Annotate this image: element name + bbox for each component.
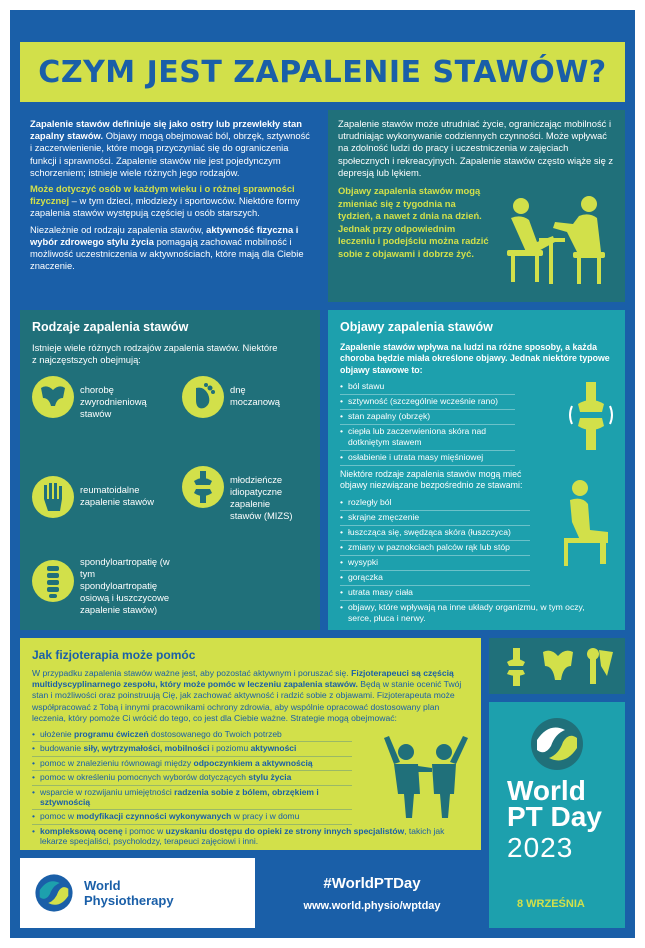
- list-item-text: budowanie: [40, 743, 84, 754]
- event-date: 8 WRZEŚNIA: [517, 898, 585, 910]
- list-item-bold: aktywności: [250, 743, 297, 754]
- list-item: • łuszcząca się, swędząca skóra (łuszczyca): [340, 526, 530, 541]
- list-item: • stan zapalny (obrzęk): [340, 410, 515, 425]
- joint-symptoms-list: [340, 380, 515, 466]
- hand-icon: [32, 476, 74, 518]
- hashtag: #WorldPTDay: [323, 874, 421, 892]
- list-item-bold: kompleksową ocenę: [40, 825, 123, 836]
- list-item-text: pomoc w określeniu pomocnych wyborów dotyczących: [40, 772, 249, 783]
- consultation-illustration-icon: [493, 192, 618, 292]
- spine-icon: [32, 560, 74, 602]
- list-item: • gorączka: [340, 571, 530, 586]
- knee-bone-icon: [497, 646, 535, 686]
- list-item: • utrata masy ciała: [340, 586, 530, 601]
- list-item-bold: modyfikacji czynności wykonywanych: [76, 811, 232, 822]
- list-item: • ból stawu: [340, 380, 515, 395]
- type-label: spondyloartropatię (w tym spondyloartropatię osiową i łuszczycowe zapalenie stawów): [80, 556, 170, 616]
- types-panel: [20, 310, 320, 630]
- symptoms-panel: [328, 310, 625, 630]
- other-symptoms-intro: Niektóre rodzaje zapalenia stawów mogą mieć objawy niezwiązane bezpośrednio ze stawami:: [340, 469, 523, 491]
- list-item-bold: siły, wytrzymałości, mobilności: [83, 743, 210, 754]
- event-world: World: [507, 775, 586, 806]
- list-item: • ciepła lub zaczerwieniona skóra nad dotkniętym stawem: [340, 425, 515, 451]
- list-item-bold: stylu życia: [248, 772, 292, 783]
- list-item-text: wsparcie w rozwijaniu umiejętności: [40, 786, 175, 797]
- poster: [10, 10, 635, 938]
- event-year: 2023: [507, 832, 574, 863]
- list-item-text: pomoc w: [40, 811, 77, 822]
- website-link[interactable]: www.world.physio/wptday: [303, 899, 441, 912]
- celebrating-people-icon: [380, 734, 472, 820]
- symptoms-heading: Objawy zapalenia stawów: [340, 320, 493, 334]
- list-item: • rozległy ból: [340, 496, 530, 511]
- org-line-2: Physiotherapy: [84, 893, 174, 908]
- type-item-rheumatoid: [32, 476, 172, 518]
- world-physiotherapy-logo: [20, 858, 255, 928]
- type-item-spondyloarthropathy: [32, 556, 174, 616]
- physio-bold: Fizjoterapeuci są częścią multidyscyplinarnego zespołu, który może pomóc w leczeniu zapalenia stawów.: [32, 668, 454, 690]
- list-item: • zmiany w paznokciach palców rąk lub stóp: [340, 541, 530, 556]
- pelvis-bone-icon: [539, 646, 577, 686]
- pelvis-icon: [32, 376, 74, 418]
- list-item: • objawy, które wpływają na inne układy organizmu, w tym oczy, serce, płuca i nerwy.: [340, 601, 600, 626]
- knee-pain-icon: [566, 382, 616, 452]
- other-symptoms-list: [340, 496, 585, 626]
- list-item-text: , takich jak lekarze specjaliści, psycholodzy, terapeuci zajęciowi i inni.: [40, 825, 445, 847]
- intro-age-rest: – w tym dzieci, młodzieży i sportowców. Niektóre formy zapalenia stawów występują częściej u osób starszych.: [30, 195, 300, 219]
- world-pt-day-panel: [489, 702, 625, 928]
- type-item-osteoarthritis: [32, 376, 172, 420]
- knee-joint-icon: [182, 466, 224, 508]
- list-item: [32, 771, 352, 785]
- organization-name: [84, 878, 174, 908]
- list-item: [32, 786, 352, 811]
- physio-rest: Będą w stanie ocenić Twój stan i możliwości oraz poinstruują Cię, jak zachować aktywność i radzić sobie z objawami. Fizjoterapeuta może współpracować z Tobą i innymi pracownikami ochrony zdrowia, aby wspólnie opracować dostosowany plan leczenia, który pomoże Ci wrócić do tego, co jest dla Ciebie ważne. Strategie mogą obejmować:: [32, 679, 462, 723]
- list-item-text: i pomoc w: [122, 825, 166, 836]
- event-title: [507, 775, 602, 832]
- list-item-bold: uzyskaniu dostępu do opieki ze strony innych specjalistów: [165, 825, 405, 836]
- intro-paragraph-3: [30, 224, 310, 273]
- list-item: [32, 728, 352, 742]
- world-pt-day-logo-icon: [529, 716, 585, 772]
- list-item-bold: odpoczynkiem a aktywnością: [193, 757, 313, 768]
- foot-icon: [182, 376, 224, 418]
- org-line-1: World: [84, 878, 121, 893]
- hashtag-panel: [263, 858, 481, 928]
- list-item-bold: programu ćwiczeń: [74, 729, 149, 740]
- physio-paragraph: [32, 668, 469, 724]
- title-banner: [20, 42, 625, 102]
- physio-start: W przypadku zapalenia stawów ważne jest, aby pozostać aktywnym i poruszać się.: [32, 668, 352, 678]
- intro-definition-bold: Zapalenie stawów definiuje się jako ostry lub przewlekły stan zapalny stawów.: [30, 118, 302, 142]
- types-list: [32, 370, 308, 630]
- list-item: • sztywność (szczególnie wcześnie rano): [340, 395, 515, 410]
- shoulder-bone-icon: [581, 646, 619, 686]
- type-label: dnę moczanową: [230, 384, 281, 408]
- physio-heading: Jak fizjoterapia może pomóc: [32, 648, 196, 662]
- type-label: młodzieńcze idiopatyczne zapalenie stawów (MIZS): [230, 474, 293, 522]
- type-label: reumatoidalne zapalenie stawów: [80, 484, 155, 508]
- list-item-text: i poziomu: [209, 743, 251, 754]
- intro-age-bold: Może dotyczyć osób w każdym wieku i o różnej sprawności fizycznej: [30, 183, 295, 207]
- seated-person-icon: [550, 478, 614, 568]
- intro-right-panel: [328, 110, 625, 302]
- type-label: chorobę zwyrodnieniową stawów: [80, 384, 147, 420]
- impact-paragraph: Zapalenie stawów może utrudniać życie, ograniczając mobilność i utrudniając wykonywanie codziennych czynności. Może wpływać na zdolność ludzi do pracy i uczestniczenia w zajęciach społecznych i rekreacyjnych. Zapalenie stawów często wiąże się z depresją lub lękiem.: [338, 118, 614, 178]
- page-title: CZYM JEST ZAPALENIE STAWÓW?: [38, 54, 607, 90]
- skeleton-icons-strip: [489, 638, 625, 694]
- list-item: • skrajne zmęczenie: [340, 511, 530, 526]
- intro-activity-start: Niezależnie od rodzaju zapalenia stawów,: [30, 223, 207, 235]
- list-item: [32, 742, 352, 756]
- list-item: • osłabienie i utrata masy mięśniowej: [340, 451, 515, 466]
- types-intro: Istnieje wiele różnych rodzajów zapalenia stawów. Niektóre z najczęstszych obejmują:: [32, 342, 278, 366]
- list-item-text: pomoc w znalezieniu równowagi między: [40, 757, 194, 768]
- symptoms-intro: Zapalenie stawów wpływa na ludzi na różne sposoby, a każda choroba będzie miała określone objawy. Jednak niektóre typowe objawy stawowe to:: [340, 342, 610, 375]
- physio-panel: [20, 638, 481, 850]
- list-item: [32, 825, 469, 849]
- list-item: • wysypki: [340, 556, 530, 571]
- type-item-jia: [182, 466, 300, 522]
- list-item-text: dostosowanego do Twoich potrzeb: [148, 729, 282, 740]
- list-item-text: ułożenie: [40, 729, 75, 740]
- list-item: [32, 810, 352, 824]
- type-item-gout: [182, 376, 290, 418]
- world-physiotherapy-logo-icon: [34, 873, 74, 913]
- list-item-text: w pracy i w domu: [231, 811, 300, 822]
- intro-paragraph-2: [30, 183, 310, 220]
- intro-definition-rest: Objawy mogą obejmować ból, obrzęk, sztywność i zaczerwienienie, które mogą przyczyniać się do ograniczenia funkcji i sprawności. Zapalenie stawów nie jest pojedynczym schorzeniem; istnieje wiele różnych jego rodzajów.: [30, 130, 310, 178]
- types-heading: Rodzaje zapalenia stawów: [32, 320, 189, 334]
- symptoms-change-highlight: Objawy zapalenia stawów mogą zmieniać się z tygodnia na tydzień, a nawet z dnia na dzień. Jednak przy odpowiednim leczeniu i podejściu można radzić sobie z objawami i dobrze żyć.: [338, 185, 489, 259]
- event-pt-day: PT Day: [507, 801, 602, 832]
- list-item-bold: radzenia sobie z bólem, obrzękiem i sztywnością: [40, 786, 319, 808]
- list-item: [32, 757, 352, 771]
- intro-activity-bold: aktywność fizyczna i wybór zdrowego stylu życia: [30, 223, 299, 247]
- intro-activity-rest: pomagają zachować mobilność i możliwość uczestniczenia w aktywnościach, które mają dla Ciebie znaczenie.: [30, 235, 304, 272]
- intro-paragraph-1: [30, 118, 310, 179]
- intro-left-panel: [20, 110, 320, 302]
